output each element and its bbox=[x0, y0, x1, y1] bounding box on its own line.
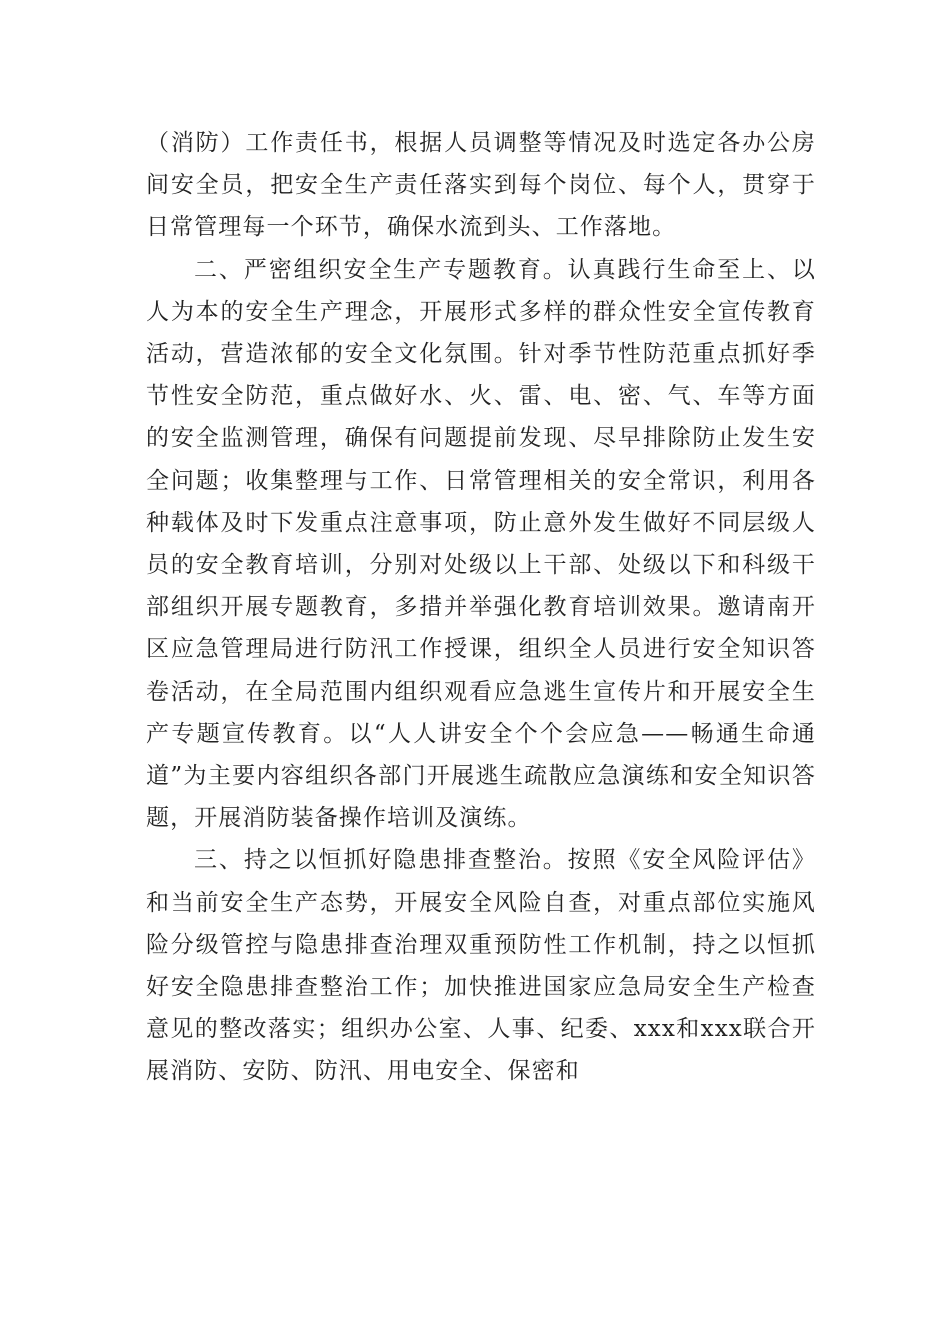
paragraph-hazard-inspection: 三、持之以恒抓好隐患排查整治。按照《安全风险评估》和当前安全生产态势，开展安全风险自查，对重点部位实施风险分级管控与隐患排查治理双重预防性工作机制，持之以恒抓好安全隐患排查整治工作；加快推进国家应急局安全生产检查意见的整改落实；组织办公室、人事、纪委、xxx和xxx联合开展消防、安防、防汛、用电安全、保密和 bbox=[146, 847, 816, 1085]
paragraph-continuation: （消防）工作责任书，根据人员调整等情况及时选定各办公房间安全员，把安全生产责任落实到每个岗位、每个人，贯穿于日常管理每一个环节，确保水流到头、工作落地。 bbox=[146, 130, 816, 241]
document-body bbox=[146, 122, 816, 1093]
paragraph-safety-education: 二、严密组织安全生产专题教育。认真践行生命至上、以人为本的安全生产理念，开展形式多样的群众性安全宣传教育活动，营造浓郁的安全文化氛围。针对季节性防范重点抓好季节性安全防范，重点做好水、火、雷、电、密、气、车等方面的安全监测管理，确保有问题提前发现、尽早排除防止发生安全问题；收集整理与工作、日常管理相关的安全常识，利用各种载体及时下发重点注意事项，防止意外发生做好不同层级人员的安全教育培训，分别对处级以上干部、处级以下和科级干部组织开展专题教育，多措并举强化教育培训效果。邀请南开区应急管理局进行防汛工作授课，组织全人员进行安全知识答卷活动，在全局范围内组织观看应急逃生宣传片和开展安全生产专题宣传教育。以“人人讲安全个个会应急——畅通生命通道”为主要内容组织各部门开展逃生疏散应急演练和安全知识答题，开展消防装备操作培训及演练。 bbox=[146, 256, 816, 832]
